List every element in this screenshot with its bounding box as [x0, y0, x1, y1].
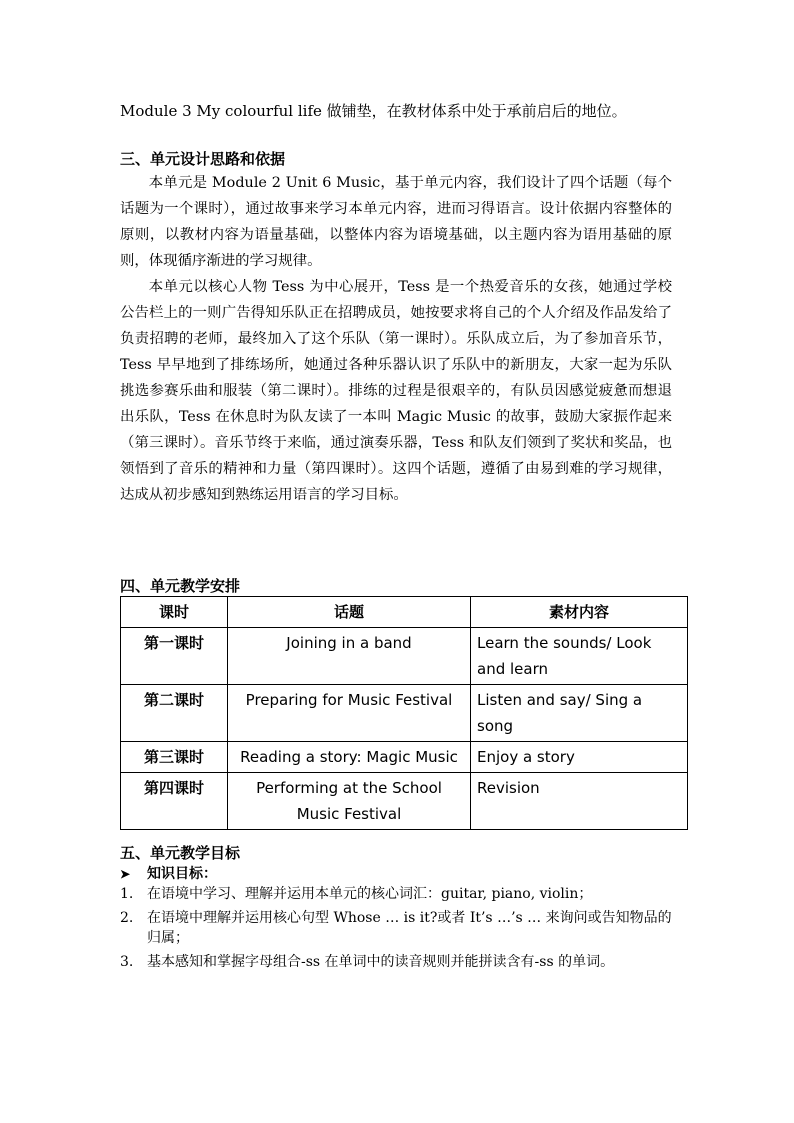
list-item — [120, 908, 680, 948]
list-item — [120, 952, 680, 972]
table-row — [121, 773, 688, 830]
knowledge-subheading — [120, 864, 680, 884]
objectives-list — [120, 864, 680, 972]
list-number: 3. — [120, 954, 134, 970]
topic-cell: Preparing for Music Festival — [228, 685, 471, 742]
material-cell: Enjoy a story — [471, 742, 688, 773]
table-header-cell: 课时 — [121, 597, 228, 628]
topic-cell: Performing at the School Music Festival — [228, 773, 471, 830]
section3-paragraph-1: 本单元是 Module 2 Unit 6 Music，基于单元内容，我们设计了四个话题（每个话题为一个课时），通过故事来学习本单元内容，进而习得语言。设计依据内容整体的原则，以教材内容为语量基础，以整体内容为语境基础，以主题内容为语用基础的原则，体现循序渐进的学习规律。 — [120, 175, 672, 269]
section4-heading: 四、单元教学安排 — [120, 577, 241, 595]
list-text: 在语境中学习、理解并运用本单元的核心词汇：guitar, piano, violin； — [147, 886, 593, 902]
table-row — [121, 628, 688, 685]
list-text: 在语境中理解并运用核心句型 Whose … is it?或者 It’s …’s … 来询问或告知物品的归属； — [147, 910, 672, 946]
lesson-cell: 第四课时 — [121, 773, 228, 830]
arrow-bullet-icon: ➤ — [120, 867, 131, 881]
subheading-label: 知识目标： — [147, 866, 217, 882]
topic-cell: Reading a story: Magic Music — [228, 742, 471, 773]
intro-line: Module 3 My colourful life 做铺垫，在教材体系中处于承前启后的地位。 — [120, 102, 627, 120]
table-header-row — [121, 597, 688, 628]
table-header-cell: 素材内容 — [471, 597, 688, 628]
section3-paragraph-2: 本单元以核心人物 Tess 为中心展开，Tess 是一个热爱音乐的女孩，她通过学校公告栏上的一则广告得知乐队正在招聘成员，她按要求将自己的个人介绍及作品发给了负责招聘的老师，最终加入了这个乐队（第一课时）。乐队成立后，为了参加音乐节，Tess 早早地到了排练场所，她通过各种乐器认识了乐队中的新朋友，大家一起为乐队挑选参赛乐曲和服装（第二课时）。排练的过程是很艰辛的，有队员因感觉疲惫而想退出乐队，Tess 在休息时为队友读了一本叫 Magic Music 的故事，鼓励大家振作起来（第三课时）。音乐节终于来临，通过演奏乐器，Tess 和队友们领到了奖状和奖品，也领悟到了音乐的精神和力量（第四课时）。这四个话题，遵循了由易到难的学习规律，达成从初步感知到熟练运用语言的学习目标。 — [120, 279, 672, 503]
material-cell: Revision — [471, 773, 688, 830]
table-row — [121, 685, 688, 742]
table-row — [121, 742, 688, 773]
section3-heading: 三、单元设计思路和依据 — [120, 150, 286, 168]
material-cell: Learn the sounds/ Look and learn — [471, 628, 688, 685]
list-number: 1. — [120, 886, 134, 902]
material-cell: Listen and say/ Sing a song — [471, 685, 688, 742]
section5-heading: 五、单元教学目标 — [120, 844, 241, 862]
list-text: 基本感知和掌握字母组合-ss 在单词中的读音规则并能拼读含有-ss 的单词。 — [147, 954, 615, 970]
lesson-cell: 第二课时 — [121, 685, 228, 742]
lesson-cell: 第一课时 — [121, 628, 228, 685]
list-number: 2. — [120, 910, 134, 926]
lesson-cell: 第三课时 — [121, 742, 228, 773]
topic-cell: Joining in a band — [228, 628, 471, 685]
table-header-cell: 话题 — [228, 597, 471, 628]
list-item — [120, 884, 680, 904]
schedule-table — [120, 596, 688, 830]
